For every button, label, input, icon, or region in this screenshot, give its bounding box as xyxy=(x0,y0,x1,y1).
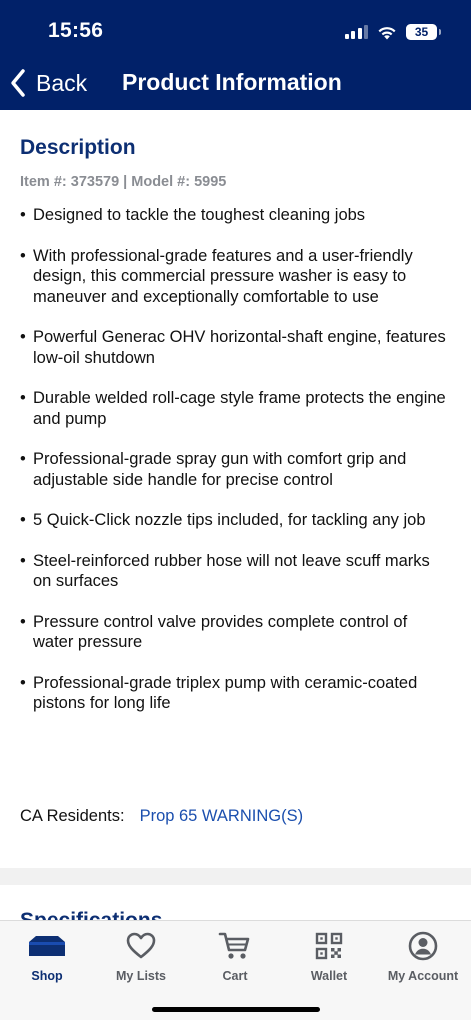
status-time: 15:56 xyxy=(48,19,104,42)
heart-icon xyxy=(126,932,156,960)
back-button[interactable] xyxy=(10,66,87,100)
tab-wallet[interactable] xyxy=(282,929,376,989)
page-title: Product Information xyxy=(122,69,342,95)
account-icon xyxy=(408,931,438,961)
bottom-tab-bar xyxy=(0,920,471,1020)
list-item: • Pressure control valve provides complete control of water pressure xyxy=(20,612,450,653)
list-item: • With professional-grade features and a user-friendly design, this commercial pressure washer is easy to maneuver and exceptionally comfortable to use xyxy=(20,246,450,308)
app-header xyxy=(0,0,471,110)
tab-my-lists[interactable] xyxy=(94,929,188,989)
list-item: • Professional-grade spray gun with comfort grip and adjustable side handle for precise control xyxy=(20,449,450,490)
home-indicator xyxy=(152,1007,320,1012)
tab-label: Cart xyxy=(222,969,248,983)
feature-list xyxy=(20,205,450,734)
description-section xyxy=(0,110,471,868)
list-item: • 5 Quick-Click nozzle tips included, for tackling any job xyxy=(20,510,450,531)
chevron-left-icon xyxy=(10,69,26,97)
list-item: • Designed to tackle the toughest cleaning jobs xyxy=(20,205,450,226)
tab-label: Shop xyxy=(31,969,63,983)
item-model-number: Item #: 373579 | Model #: 5995 xyxy=(20,174,227,190)
battery-icon: 35 xyxy=(406,24,437,40)
tab-label: My Account xyxy=(387,969,459,983)
cellular-signal-icon xyxy=(345,25,369,39)
tab-label: Wallet xyxy=(310,969,348,983)
qr-code-icon xyxy=(315,932,343,960)
wifi-icon xyxy=(377,25,397,40)
status-bar xyxy=(0,0,471,60)
tab-shop[interactable] xyxy=(0,929,94,989)
tab-label: My Lists xyxy=(115,969,166,983)
section-divider xyxy=(0,868,471,885)
list-item: • Professional-grade triplex pump with ceramic-coated pistons for long life xyxy=(20,673,450,714)
prop65-warning-link[interactable]: Prop 65 WARNING(S) xyxy=(139,807,304,825)
list-item: • Durable welded roll-cage style frame protects the engine and pump xyxy=(20,388,450,429)
tab-my-account[interactable] xyxy=(376,929,470,989)
list-item: • Powerful Generac OHV horizontal-shaft engine, features low-oil shutdown xyxy=(20,327,450,368)
list-item: • Steel-reinforced rubber hose will not leave scuff marks on surfaces xyxy=(20,551,450,592)
description-title: Description xyxy=(20,136,136,159)
ca-residents-row xyxy=(20,807,303,826)
specifications-section xyxy=(0,885,471,920)
back-label: Back xyxy=(36,69,88,96)
shop-icon xyxy=(26,934,68,958)
nav-bar xyxy=(0,60,471,110)
status-icons xyxy=(345,22,438,42)
tab-cart[interactable] xyxy=(188,929,282,989)
ca-residents-label: CA Residents: xyxy=(20,807,125,825)
cart-icon xyxy=(218,931,252,961)
